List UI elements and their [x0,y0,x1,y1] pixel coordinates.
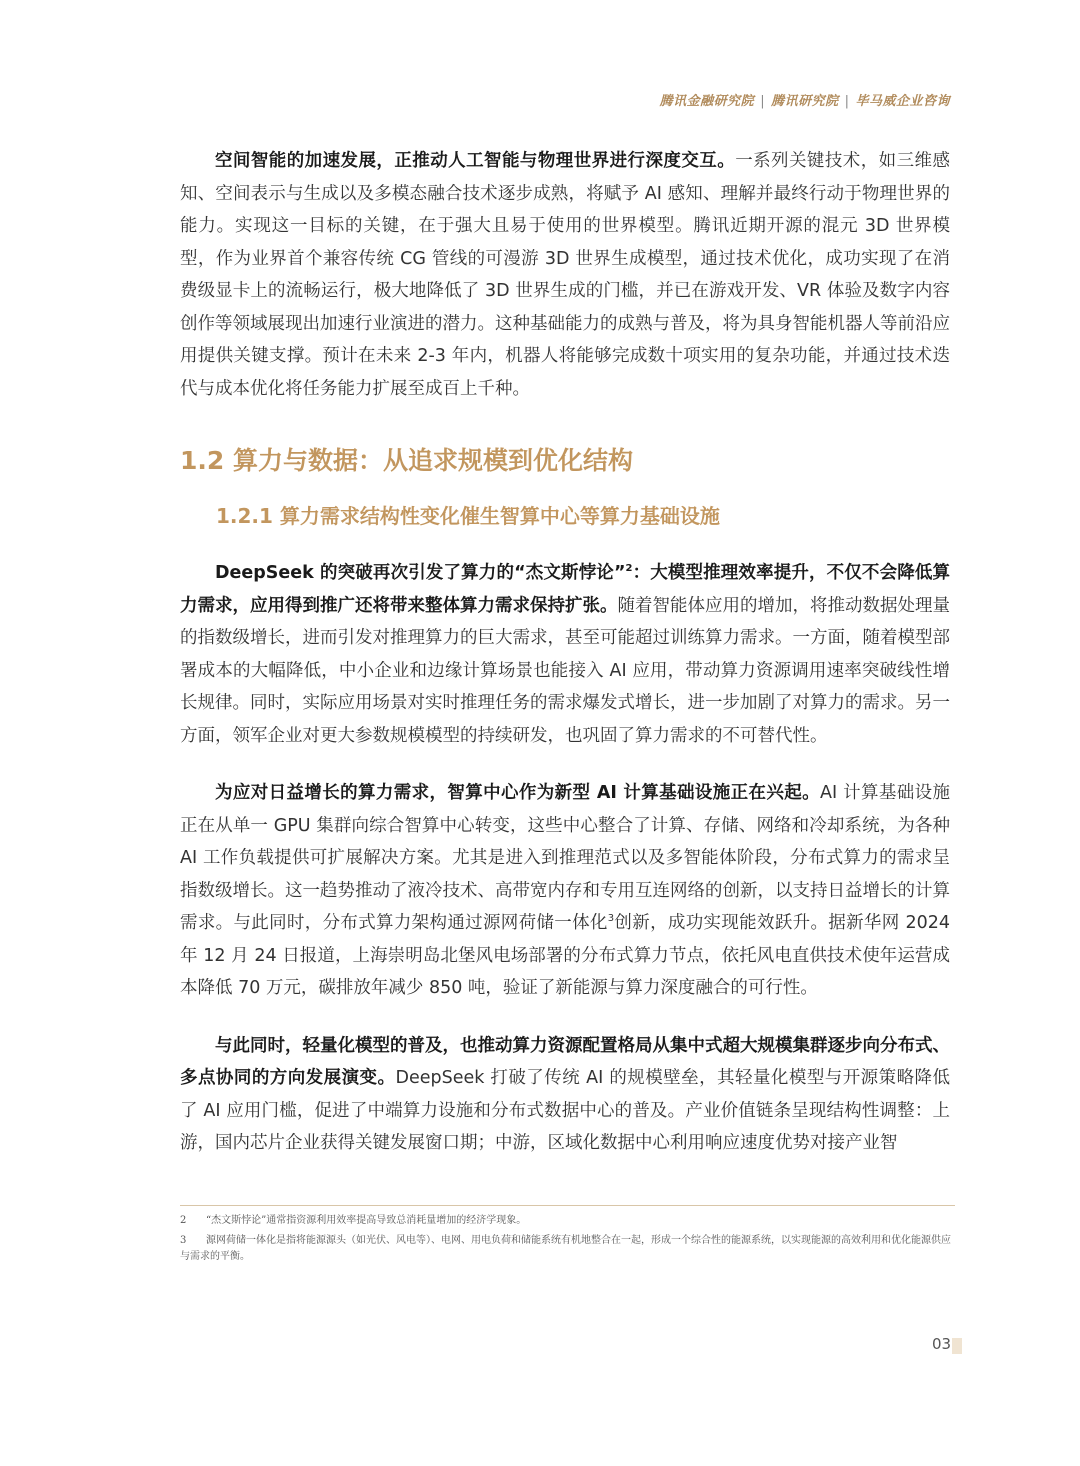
paragraph-jevons-paradox [180,557,950,752]
lead-part-a: DeepSeek 的突破再次引发了算力的“杰文斯悖论” [215,563,626,583]
footnote-number: 3 [180,1235,187,1246]
paragraph-lightweight-models [180,1030,950,1160]
subsection-title: 1.2.1 算力需求结构性变化催生智算中心等算力基础设施 [216,504,720,528]
footnotes [180,1205,955,1269]
paragraph-intelligent-computing-center [180,777,950,1005]
footnote-ref-2[interactable]: 2 [625,563,633,575]
main-content [180,145,950,1160]
page-header [660,90,950,109]
header-separator: | [844,94,850,109]
footnote-ref-3[interactable]: 3 [607,913,615,925]
paragraph-lead: 为应对日益增长的算力需求，智算中心作为新型 AI 计算基础设施正在兴起。 [215,783,821,803]
page-number: 03 [932,1335,952,1353]
page-number-accent [952,1338,962,1354]
section-title: 1.2 算力与数据：从追求规模到优化结构 [180,446,633,475]
footnote-text: 源网荷储一体化是指将能源源头（如光伏、风电等）、电网、用电负荷和储能系统有机地整合在一起，形成一个综合性的能源系统，以实现能源的高效利用和优化能源供应与需求的平衡。 [180,1235,951,1262]
paragraph-body-a: AI 计算基础设施正在从单一 GPU 集群向综合智算中心转变，这些中心整合了计算、存储、网络和冷却系统，为各种 AI 工作负载提供可扩展解决方案。尤其是进入到推理范式以及多智能体阶段，分布式算力的需求呈指数级增长。这一趋势推动了液冷技术、高带宽内存和专用互连网络的创新，以支持日益增长的计算需求。与此同时，分布式算力架构通过源网荷储一体化 [180,783,950,933]
paragraph-body-b: 创新，成功实现能效跃升。据新华网 2024 年 12 月 24 日报道，上海崇明岛北堡风电场部署的分布式算力节点，依托风电直供技术使年运营成本降低 70 万元，碳排放年减少 850 吨，验证了新能源与算力深度融合的可行性。 [180,913,950,998]
paragraph-body: 随着智能体应用的增加，将推动数据处理量的指数级增长，进而引发对推理算力的巨大需求，甚至可能超过训练算力需求。一方面，随着模型部署成本的大幅降低，中小企业和边缘计算场景也能接入 AI 应用，带动算力资源调用速率突破线性增长规律。同时，实际应用场景对实时推理任务的需求爆发式增长，进一步加剧了对算力的需求。另一方面，领军企业对更大参数规模模型的持续研发，也巩固了算力需求的不可替代性。 [180,595,950,746]
paragraph-spatial-intelligence [180,145,950,405]
paragraph-lead: 与此同时，轻量化模型的普及，也推动算力资源配置格局从集中式超大规模集群逐步向分布式、多点协同的方向发展演变。 [180,1035,950,1088]
paragraph-lead: 空间智能的加速发展，正推动人工智能与物理世界进行深度交互。 [215,151,736,171]
header-org-1: 腾讯金融研究院 [659,94,755,109]
footnote-text: “杰文斯悖论”通常指资源利用效率提高导致总消耗量增加的经济学现象。 [206,1215,527,1226]
paragraph-body: DeepSeek 打破了传统 AI 的规模壁垒，其轻量化模型与开源策略降低了 AI 应用门槛，促进了中端算力设施和分布式数据中心的普及。产业价值链条呈现结构性调整：上游，国内芯片企业获得关键发展窗口期；中游，区域化数据中心利用响应速度优势对接产业智 [180,1068,951,1153]
footnote-number: 2 [180,1215,187,1226]
lead-part-b: ：大模型推理效率提升，不仅不会降低算力需求，应用得到推广还将带来整体算力需求保持扩张。 [180,563,950,616]
header-org-2: 腾讯研究院 [771,94,839,109]
footnote-item [180,1233,955,1265]
footnote-item [180,1213,955,1229]
paragraph-body: 一系列关键技术，如三维感知、空间表示与生成以及多模态融合技术逐步成熟，将赋予 AI 感知、理解并最终行动于物理世界的能力。实现这一目标的关键，在于强大且易于使用的世界模型。腾讯近期开源的混元 3D 世界模型，作为业界首个兼容传统 CG 管线的可漫游 3D 世界生成模型，通过技术优化，成功实现了在消费级显卡上的流畅运行，极大地降低了 3D 世界生成的门槛，并已在游戏开发、VR 体验及数字内容创作等领域展现出加速行业演进的潜力。这种基础能力的成熟与普及，将为具身智能机器人等前沿应用提供关键支撑。预计在未来 2-3 年内，机器人将能够完成数十项实用的复杂功能，并通过技术迭代与成本优化将任务能力扩展至成百上千种。 [180,151,950,399]
header-separator: | [760,94,766,109]
header-org-3: 毕马威企业咨询 [855,94,950,109]
